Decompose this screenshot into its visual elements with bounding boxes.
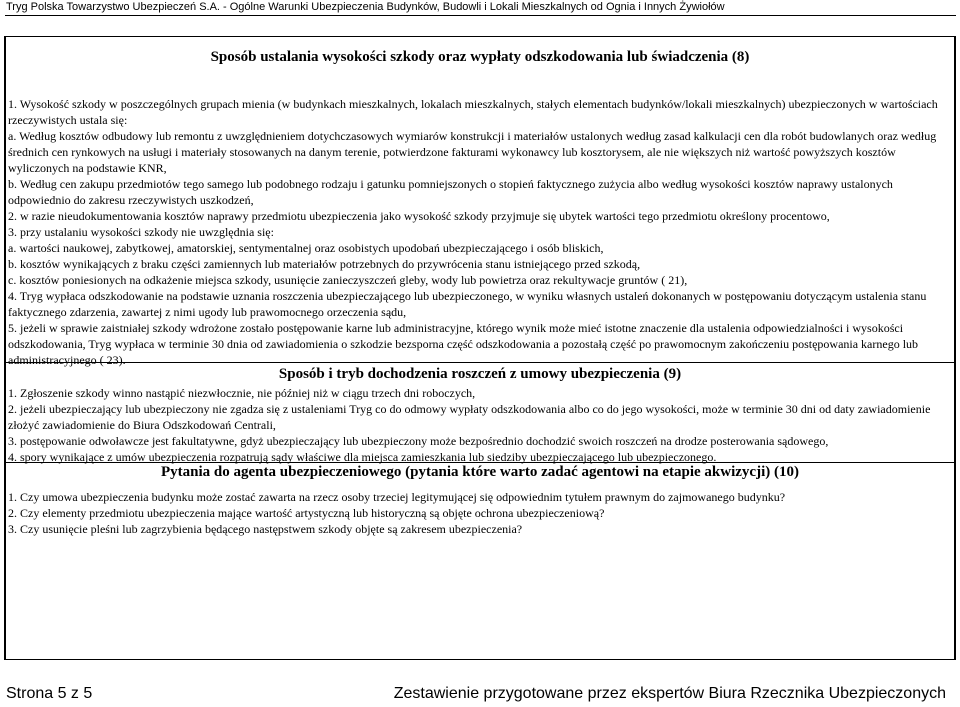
section-9-body	[8, 385, 950, 465]
page-number: Strona 5 z 5	[6, 685, 93, 702]
document-header: Tryg Polska Towarzystwo Ubezpieczeń S.A. - Ogólne Warunki Ubezpieczenia Budynków, Budowli i Lokali Mieszkalnych od Ognia i Innych Żywiołów	[6, 1, 725, 13]
section-10-item: 2. Czy elementy przedmiotu ubezpieczenia mające wartość artystyczną lub historyczną są objęte ochrona ubezpieczeniową?	[8, 506, 605, 520]
section-8-item: 5. jeżeli w sprawie zaistniałej szkody wdrożone zostało postępowanie karne lub administracyjne, którego wynik może mieć istotne znaczenie dla ustalenia odpowiedzialności i wysokości odszkodowania, Tryg wypłaca w terminie 30 dnia od zawiadomienia o szkodzie bezsporna część odszkodowania a pozostałą część po prawomocnym zakończeniu postępowania karnego lub administracyjnego ( 23).	[8, 321, 919, 367]
section-9	[5, 363, 955, 463]
header-rule	[5, 15, 956, 16]
section-8-item: b. Według cen zakupu przedmiotów tego samego lub podobnego rodzaju i gatunku pomniejszonych o stopień faktycznego zużycia albo według wysokości kosztów naprawy ustalonych odpowiednio do zakresu rzeczywistych uszkodzeń,	[8, 177, 893, 207]
section-8-item: 3. przy ustalaniu wysokości szkody nie uwzględnia się:	[8, 225, 274, 239]
section-8-item: 2. w razie nieudokumentowania kosztów naprawy przedmiotu ubezpieczenia jako wysokość szkody przyjmuje się ubytek wartości tego przedmiotu określony procentowo,	[8, 209, 830, 223]
section-8-title: Sposób ustalania wysokości szkody oraz wypłaty odszkodowania lub świadczenia (8)	[210, 49, 750, 65]
section-10-body	[8, 489, 950, 537]
section-8-item: 1. Wysokość szkody w poszczególnych grupach mienia (w budynkach mieszkalnych, lokalach mieszkalnych, stałych elementach budynków/lokali mieszkalnych) ubezpieczonych w wartościach rzeczywistych ustala się:	[8, 97, 938, 127]
section-10-item: 3. Czy usunięcie pleśni lub zagrzybienia będącego następstwem szkody objęte są zakresem ubezpieczenia?	[8, 522, 523, 536]
section-8-item: a. Według kosztów odbudowy lub remontu z uwzględnieniem dotychczasowych wymiarów konstrukcji i materiałów ustalonych według zasad kalkulacji cen dla robót budowlanych oraz według średnich cen rynkowych na usługi i materiały stosowanych na danym terenie, potwierdzone fakturami wykonawcy lub kosztorysem, ale nie większych niż wartość powyższych kosztów wyliczonych na podstawie KNR,	[8, 129, 937, 175]
section-8	[5, 36, 955, 367]
section-8-item: a. wartości naukowej, zabytkowej, amatorskiej, sentymentalnej oraz osobistych upodobań ubezpieczającego i osób bliskich,	[8, 241, 604, 255]
section-8-item: c. kosztów poniesionych na odkażenie miejsca szkody, usunięcie zanieczyszczeń gleby, wody lub powietrza oraz rekultywacje gruntów ( 21),	[8, 273, 688, 287]
section-8-item: b. kosztów wynikających z braku części zamiennych lub materiałów potrzebnych do przywrócenia stanu istniejącego przed szkodą,	[8, 257, 641, 271]
section-8-body	[8, 96, 950, 368]
section-10	[5, 463, 955, 660]
section-9-item: 1. Zgłoszenie szkody winno nastąpić niezwłocznie, nie później niż w ciągu trzech dni roboczych,	[8, 386, 476, 400]
section-10-title: Pytania do agenta ubezpieczeniowego (pytania które warto zadać agentowi na etapie akwizycji) (10)	[161, 464, 799, 480]
section-9-item: 3. postępowanie odwoławcze jest fakultatywne, gdyż ubezpieczający lub ubezpieczony może bezpośrednio dochodzić swoich roszczeń na drodze posterowania sądowego,	[8, 434, 829, 448]
section-9-item: 2. jeżeli ubezpieczający lub ubezpieczony nie zgadza się z ustaleniami Tryg co do odmowy wypłaty odszkodowania albo co do jego wysokości, może w terminie 30 dni od daty zawiadomienie złożyć zawiadomienie do Biura Odszkodowań Centrali,	[8, 402, 931, 432]
section-9-title: Sposób i tryb dochodzenia roszczeń z umowy ubezpieczenia (9)	[278, 366, 682, 382]
section-10-item: 1. Czy umowa ubezpieczenia budynku może zostać zawarta na rzecz osoby trzeciej legitymującej się odpowiednim tytułem prawnym do zajmowanego budynku?	[8, 490, 786, 504]
section-8-item: 4. Tryg wypłaca odszkodowanie na podstawie uznania roszczenia ubezpieczającego lub ubezpieczonego, w wyniku własnych ustaleń dokonanych w postępowaniu dotyczącym ustalenia stanu faktycznego zdarzenia, zawartej z nimi ugody lub prawomocnego orzeczenia sądu,	[8, 289, 927, 319]
section-9-item: 4. spory wynikające z umów ubezpieczenia rozpatrują sądy właściwe dla miejsca zamieszkania lub siedziby ubezpieczającego lub ubezpieczonego.	[8, 450, 717, 464]
footer-credit: Zestawienie przygotowane przez ekspertów Biura Rzecznika Ubezpieczonych	[393, 685, 946, 702]
